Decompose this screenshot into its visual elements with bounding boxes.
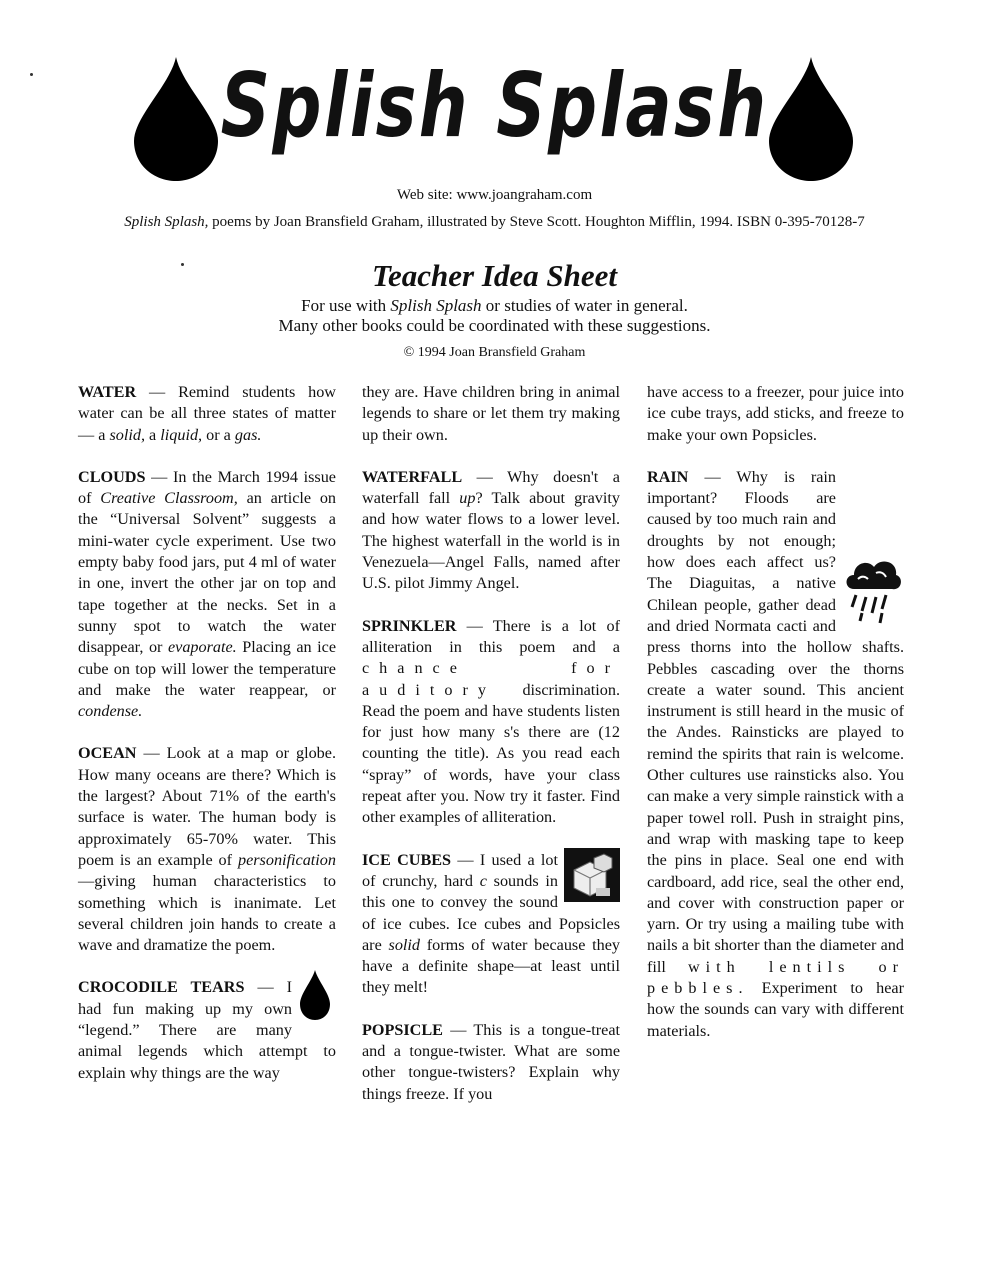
section-text: or a (202, 425, 235, 444)
section-text: a (145, 425, 161, 444)
section-waterfall (362, 467, 620, 595)
emphasis-text: solid, (109, 425, 145, 444)
emphasis-text: evaporate. (167, 638, 237, 657)
section-text: — This is a tongue-treat and a tongue-twister. What are some other tongue-twisters? Explain why things freeze. If you (362, 1020, 620, 1103)
emphasis-text: Creative Classroom, (100, 489, 238, 508)
section-text: — Why is rain important? Floods are caused by too much rain and droughts by not enough; how does each affect us? The Diaguitas, a native Chilean people, gather dead and dried Normata cacti and press thorns into the hollow shafts. Pebbles cascading over the thorns create a water sound. This ancient instrument is still heard in the music of the Andes. Rainsticks are played to remind the spirits that rain is welcome. Other cultures use rainsticks also. You can make a very simple rainstick with a paper towel roll. Push in straight pins, and wrap with masking tape to keep the pins in place. Seal one end with cardboard, add rice, seal the other end, and cover with construction paper or yarn. Or try using a mailing tube with nails a bit shorter than the diameter and fill (647, 467, 904, 976)
section-ice-cubes (362, 850, 620, 999)
section-heading: CLOUDS (78, 467, 146, 486)
section-text: — In the March 1994 issue of (78, 467, 336, 508)
section-text: — Why doesn't a waterfall fall (362, 467, 620, 508)
emphasis-text: personification (237, 850, 336, 869)
section-text: — Remind students how water can be all three states of matter — a (78, 383, 336, 444)
water-drop-icon (765, 55, 857, 183)
section-text: — I used a lot of crunchy, hard (362, 850, 559, 890)
ice-cube-icon (564, 848, 620, 902)
section-text: —giving human characteristics to something which is inanimate. Let several children join hands to create a wave and dramatize the poem. (78, 872, 336, 955)
section-text: — There is a lot of alliteration in this poem and a (362, 616, 620, 656)
section-text: forms of water because they have a definite shape—at least until they melt! (362, 935, 621, 997)
emphasis-text: condense. (78, 702, 143, 721)
subtitle-book-title: Splish Splash (390, 296, 482, 315)
rain-cloud-icon (842, 551, 904, 631)
subtitle-line-2: Many other books could be coordinated with these suggestions. (278, 316, 711, 335)
copyright-line: © 1994 Joan Bransfield Graham (403, 345, 586, 360)
section-clouds (78, 467, 336, 723)
section-heading: ICE CUBES (362, 850, 452, 869)
water-drop-icon (298, 969, 332, 1021)
column-2 (362, 382, 620, 1126)
section-rain (647, 467, 904, 1042)
section-text: Experiment to hear how the sounds can vary with different materials. (647, 979, 904, 1040)
section-heading: WATERFALL (362, 467, 463, 486)
section-heading: POPSICLE (362, 1020, 443, 1039)
section-ocean (78, 743, 336, 956)
scan-speck (30, 73, 33, 76)
section-heading: RAIN (647, 467, 689, 486)
subtitle-text: For use with (301, 296, 391, 315)
section-text: sounds in this one to convey the sound of ice cubes. Ice cubes and Popsicles are (362, 871, 620, 954)
section-heading: SPRINKLER (362, 616, 457, 635)
emphasis-text: c (479, 871, 487, 890)
section-heading: CROCODILE TEARS (78, 978, 245, 997)
section-text: ? Talk about gravity and how water flows to a lower level. The highest waterfall in the world is in Venezuela—Angel Falls, named after U.S. pilot Jimmy Angel. (362, 489, 620, 593)
spaced-text: chance for auditory (362, 659, 620, 699)
section-popsicle (362, 1020, 620, 1105)
page-header (0, 0, 989, 380)
section-text: — Look at a map or globe. How many oceans are there? Which is the largest? About 71% of the earth's surface is water. The human body is approximately 65-70% water. This poem is an example of (78, 744, 336, 869)
column-1 (78, 382, 336, 1105)
subtitle-line-1 (0, 296, 989, 316)
sheet-title: Teacher Idea Sheet (371, 258, 618, 293)
section-text: Placing an ice cube on top will lower the temperature and make the water reappear, or (78, 638, 337, 699)
emphasis-text: solid (388, 935, 420, 954)
website-line: Web site: www.joangraham.com (396, 187, 593, 203)
book-citation (0, 214, 989, 231)
section-crocodile-tears-continued: they are. Have children bring in animal legends to share or let them try making up their own. (362, 383, 620, 444)
section-sprinkler (362, 616, 620, 829)
emphasis-text: liquid, (160, 425, 203, 444)
scan-speck (181, 263, 184, 266)
column-3 (647, 382, 904, 1063)
emphasis-text: up (459, 489, 476, 508)
page-title: Splish Splash (220, 54, 769, 157)
spaced-text: with lentils or pebbles. (647, 957, 904, 998)
section-heading: WATER (78, 383, 137, 401)
section-heading: OCEAN (78, 744, 137, 763)
section-crocodile-tears (78, 977, 336, 1083)
subtitle-text: or studies of water in general. (481, 296, 688, 315)
section-popsicle-continued: have access to a freezer, pour juice into ice cube trays, add sticks, and freeze to make your own Popsicles. (647, 383, 904, 444)
section-text: — I had fun making up my own “legend.” There are many animal legends which attempt to explain why things are the way (78, 978, 336, 1082)
section-text: discrimination. Read the poem and have students listen for just how many s's there are (12 counting the title). As you read each “spray” of words, have your class repeat after you. Now try it faster. Find other examples of alliteration. (362, 680, 620, 827)
section-text: an article on the “Universal Solvent” suggests a mini-water cycle experiment. Use two empty baby food jars, put 4 ml of water in one, invert the other jar on top and tape together at the necks. Set in a sunny spot to watch the water disappear, or (78, 489, 337, 657)
section-water (78, 382, 336, 446)
citation-details: poems by Joan Bransfield Graham, illustrated by Steve Scott. Houghton Mifflin, 1994. ISBN 0-395-70128-7 (208, 214, 865, 230)
emphasis-text: gas. (234, 425, 262, 444)
citation-book-title: Splish Splash, (124, 214, 209, 230)
